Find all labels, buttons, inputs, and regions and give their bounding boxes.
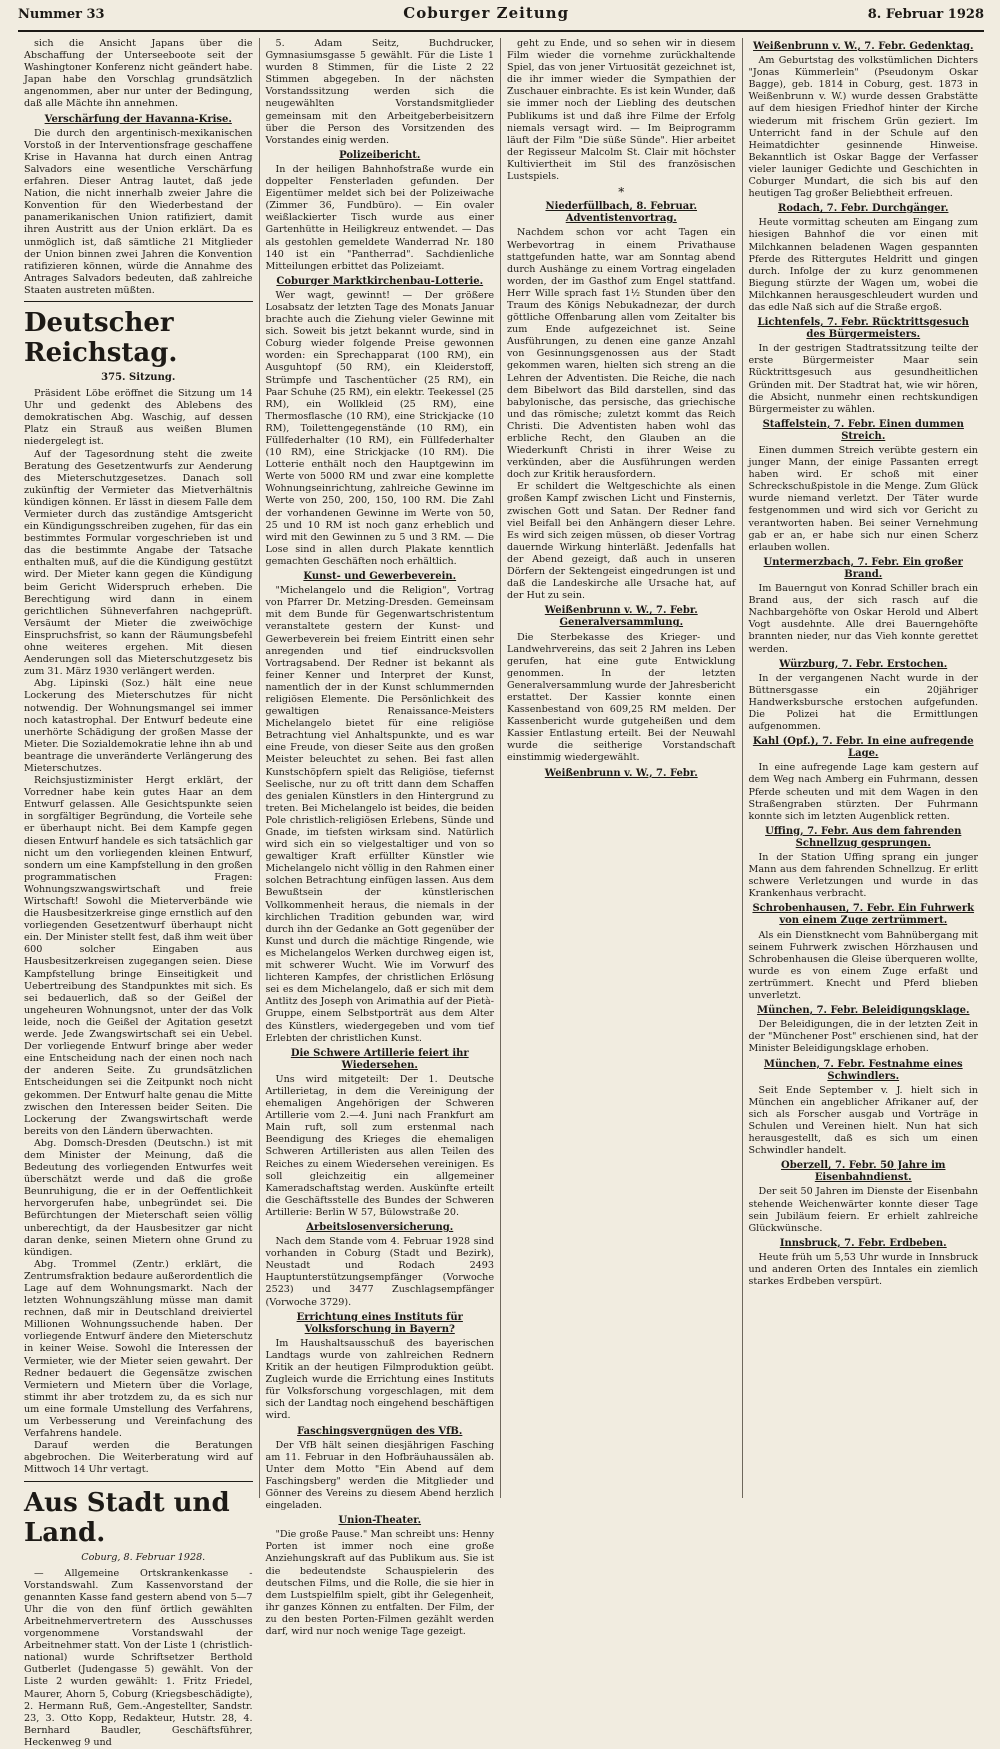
article-paragraph: Abg. Trommel (Zentr.) erklärt, die Zentrumsfraktion bedaure außerordentlich die Lage auf dem Wohnungsmarkt. Nach der letzten Wohnungszählung müsse man damit rechnen, daß mir in Deutschland dreiviertel Millionen Wohnungssuchende haben. Der vorliegende Entwurf ändere den Mieterschutz in keiner Weise. Sowohl die Interessen der Vermieter, wie der Mieter seien gewahrt. Der Redner bedauert die Gegensätze zwischen Vermietern und Mietern über die Vorlage, stimmt ihr aber trotzdem zu, da es sich nur um eine formale Umstellung des Verfahrens, um Verbesserung und Vereinfachung des Verfahrens handele. <box>24 1258 253 1440</box>
headline-weissenbrunn: Weißenbrunn v. W., 7. Febr. <box>544 767 698 779</box>
article-paragraph: Am Geburtstag des volkstümlichen Dichters "Jonas Kümmerlein" (Pseudonym Oskar Bagge), geb. 1814 in Coburg, gest. 1873 in Weißenbrunn v. W.) wurde dessen Grabstätte auf dem hiesigen Friedhof hinter der Kirche wiederum mit frischem Grün geziert. Im Unterricht fand in der Schule auf den Heimatdichter gesinnende Hinweise. Bekanntlich ist Oskar Bagge der Verfasser vieler launiger Gedichte und Geschichten in Coburger Mundart, die sich bis auf den heutigen Tag großer Beliebtheit erfreuen. <box>748 55 978 200</box>
article-paragraph: "Michelangelo und die Religion", Vortrag von Pfarrer Dr. Metzing-Dresden. Gemeinsam mit dem Bunde für Gegenwartschristentum veranstaltete gestern der Kunst- und Gewerbeverein bei freiem Eintritt einen sehr anregenden und tief eindrucksvollen Vortragsabend. Der Redner ist bekannt als feiner Kenner und Interpret der Kunst, namentlich der in der Kunst schlummernden religiösen Elemente. Die Persönlichkeit des gewaltigen Renaissance-Meisters Michelangelo bietet für eine religiöse Betrachtung viel Anhaltspunkte, und es war eine Freude, von dieser Seite aus den großen Meister beleuchtet zu sehen. Bei fast allen Kunstschöpfern spielt das Religiöse, tiefernst Seelische, nur zu oft tritt dann dem Schaffen des genialen Künstlers in den Hintergrund zu treten. Bei Michelangelo ist beides, die beiden Pole christlich-religiösen Erlebens, Sünde und Gnade, im tiefsten wirksam sind. Natürlich wird sich ein so vielgestaltiger und von so gewaltiger Kraft erfüllter Künstler wie Michelangelo nicht völlig in den Rahmen einer solchen Betrachtung einfügen lassen. Aus dem Bewußtsein der künstlerischen Vollkommenheit heraus, die niemals in der kirchlichen Tradition gebunden war, wird durch ihn der Gedanke an Gott gegenüber der Kunst und durch die mächtige Ringende, wie es Michelangelos Werken durchweg eigen ist, mit schwerer Wucht. Wie im Vorwurf des lichteren Kampfes, der christlichen Erlösung sei es dem Michelangelo, daß er sich mit dem Antlitz des Joseph von Arimathia auf der Pietà-Gruppe, einem Selbstporträt aus dem Alter des Künstlers, wiedergegeben und vom tief Erlebten der christlichen Kunst. <box>265 585 494 1044</box>
article-paragraph: "Die große Pause." Man schreibt uns: Henny Porten ist immer noch eine große Anziehungskraft auf das Publikum aus. Sie ist die bedeutendste Schauspielerin des deutschen Films, und die Rolle, die sie hier in dem Lustspielfilm spielt, gibt ihr Gelegenheit, ihr ganzes Können zu entfalten. Der Film, der zu den besten Porten-Filmen gezählt werden darf, wird nur noch wenige Tage gezeigt. <box>265 1529 494 1637</box>
headline-fasching: Faschingsvergnügen des VfB. <box>297 1425 463 1437</box>
column-1 <box>18 38 260 1748</box>
headline-artillerie: Die Schwere Artillerie feiert ihr Wiedersehen. <box>290 1047 469 1071</box>
article-paragraph: In der vergangenen Nacht wurde in der Büttnersgasse ein 20jähriger Handwerksbursche erstochen aufgefunden. Die Polizei hat die Ermittlungen aufgenommen. <box>748 672 978 733</box>
headline-untermerzbach: Untermerzbach, 7. Febr. Ein großer Brand. <box>763 556 963 580</box>
article-paragraph: Abg. Domsch-Dresden (Deutschn.) ist mit dem Minister der Meinung, daß die Bedeutung des vorliegenden Entwurfes weit überschätzt werde und daß die große Beunruhigung, die er in der Oeffentlichkeit hervorgerufen habe, unbegründet sei. Die Befürchtungen der Mieterschaft seien völlig unberechtigt, da der Hausbesitzer gar nicht daran denke, seinen Mietern ohne Grund zu kündigen. <box>24 1137 253 1258</box>
article-columns <box>18 38 984 1748</box>
headline-uffing: Uffing, 7. Febr. Aus dem fahrenden Schnellzug gesprungen. <box>765 825 962 849</box>
article-paragraph: Heute früh um 5,53 Uhr wurde in Innsbruck und anderen Orten des Inntales ein ziemlich starkes Erdbeben verspürt. <box>748 1251 978 1288</box>
article-paragraph: Wer wagt, gewinnt! — Der größere Losabsatz der letzten Tage des Monats Januar brachte auch die Ziehung vieler Gewinne mit sich. Soweit bis jetzt bekannt wurde, sind in Coburg wieder folgende Preise gewonnen worden: ein Sprechapparat (100 RM), ein Ausguhtopf (50 RM), ein Kleiderstoff, Strümpfe und Taschentücher (25 RM), ein Paar Schuhe (25 RM), ein elektr. Teekessel (25 RM), ein Wollkleid (25 RM), eine Thermosflasche (10 RM), eine Strickjacke (10 RM), Toilettengegenstände (10 RM), ein Füllfederhalter (10 RM), ein Füllfederhalter (10 RM), eine Strickjacke (10 RM). Die Lotterie enthält noch den Hauptgewinn im Werte von 5000 RM und zwar eine komplette Wohnungseinrichtung, zahlreiche Gewinne im Werte von 250, 200, 150, 100 RM. Die Zahl der vorhandenen Gewinne im Werte von 50, 25 und 10 RM ist noch ganz erheblich und wird mit den Gewinnen zu 5 und 3 RM. — Die Lose sind in allen durch Plakate kenntlich gemachten Geschäften noch erhältlich. <box>265 289 494 567</box>
article-paragraph: Die Sterbekasse des Krieger- und Landwehrvereins, das seit 2 Jahren ins Leben gerufen, hat eine gute Entwicklung genommen. In der letzten Generalversammlung wurde der Jahresbericht erstattet. Der Kassier konnte einen Kassenbestand von 609,25 RM melden. Der Kassenbericht wurde gutgeheißen und dem Kassier Entlastung erteilt. Bei der Neuwahl wurde die seitherige Vorstandschaft einstimmig wiedergewählt. <box>507 631 736 764</box>
column-2 <box>260 38 502 1637</box>
headline-polizeibericht: Polizeibericht. <box>339 149 421 161</box>
headline-generalversammlung: Weißenbrunn v. W., 7. Febr. Generalversammlung. <box>544 605 698 629</box>
issue-number: Nummer 33 <box>18 7 105 22</box>
headline-havanna: Verschärfung der Havanna-Krise. <box>44 113 232 125</box>
headline-wuerzburg: Würzburg, 7. Febr. Erstochen. <box>779 658 948 670</box>
article-paragraph: Abg. Lipinski (Soz.) hält eine neue Lockerung des Mieterschutzes für nicht notwendig. Der Wohnungsmangel sei immer noch katastrophal. Der Entwurf bedeute eine unerhörte Schädigung der großen Masse der Mieter. Die Sozialdemokratie lehne ihn ab und beantrage die unveränderte Verlängerung des Mieterschutzes. <box>24 678 253 774</box>
article-paragraph: Er schildert die Weltgeschichte als einen großen Kampf zwischen Licht und Finsternis, zwischen Gott und Satan. Der Redner fand viel Beifall bei den Anhängern dieser Lehre. Es wird sich zeigen müssen, ob dieser Vortrag dauernde Wirkung hinterläßt. Jedenfalls hat der Abend gezeigt, daß auch in unseren Dörfern der Sektengeist eingedrungen ist und daß die Landeskirche alle Ursache hat, auf der Hut zu sein. <box>507 481 736 602</box>
headline-institut: Errichtung eines Instituts für Volksforschung in Bayern? <box>296 1311 463 1335</box>
article-paragraph: Als ein Dienstknecht vom Bahnübergang mit seinem Fuhrwerk zwischen Hörzhausen und Schrobenhausen die Gleise überqueren wollte, wurde es von einem Zuge erfaßt und zertrümmert. Knecht und Pferd blieben unverletzt. <box>748 929 978 1002</box>
article-paragraph: geht zu Ende, und so sehen wir in diesem Film wieder die vornehme zurückhaltende Spiel, das von jener Virtuosität gezeichnet ist, die ihr immer wieder die Sympathien der Zuschauer einbrachte. Es ist kein Wunder, daß sie immer noch der Liebling des deutschen Publikums ist und daß ihre Filme der Erfolg niemals versagt wird. — Im Beiprogramm läuft der Film "Die süße Sünde". Hier arbeitet der Regisseur Malcolm St. Clair mit höchster Kultiviertheit im Stil des französischen Lustspiels. <box>507 38 736 183</box>
article-paragraph: Der Beleidigungen, die in der letzten Zeit in der "Münchener Post" erschienen sind, hat der Minister Beleidigungsklage erhoben. <box>748 1019 978 1055</box>
headline-kunstverein: Kunst- und Gewerbeverein. <box>303 571 457 583</box>
headline-union-theater: Union-Theater. <box>338 1515 422 1527</box>
article-paragraph: In der Station Uffing sprang ein junger Mann aus dem fahrenden Schnellzug. Er erlitt schwere Verletzungen und wurde in das Krankenhaus verbracht. <box>748 852 978 900</box>
section-rule <box>24 1481 253 1482</box>
article-paragraph: Reichsjustizminister Hergt erklärt, der Vorredner habe kein gutes Haar an dem Entwurf gelassen. Alle Gesichtspunkte seien in sorgfältiger Begründung, die Vorteile sehe er überhaupt nicht. Bei dem Kampfe gegen diesen Entwurf handele es sich tatsächlich gar nicht um den vorliegenden kleinen Entwurf, sondern um eine Kampfstellung in den großen programmatischen Fragen: Wohnungszwangswirtschaft und freie Wirtschaft! Sowohl die Mieterverbände wie die Hausbesitzerkreise ginge ernstlich auf den vorliegenden Gesetzentwurf überhaupt nicht ein. Der Minister stellt fest, daß ihm weit über 600 solcher Eingaben aus Hausbesitzerkreisen zugegangen seien. Diese Kampfstellung bringe Einseitigkeit und Uebertreibung des Standpunktes mit sich. Es sei bedauerlich, daß so der Geißel der ungeheuren Wohnungsnot, unter der das Volk leide, noch die Geißel der Agitation gesetzt werde. Jede Zwangswirtschaft sei ein Uebel. Der vorliegende Entwurf bringe aber weder eine Entscheidung nach der einen noch nach der anderen Seite. Zu grundsätzlichen Entscheidungen sei die Zeitpunkt noch nicht gekommen. Der Entwurf halte genau die Mitte zwischen den Interessen beider Seiten. Die Lockerung der Zwangswirtschaft werde bereits von den Ländern überwachten. <box>24 775 253 1137</box>
article-paragraph: Nachdem schon vor acht Tagen ein Werbevortrag in einem Privathause stattgefunden hatte, war am Sonntag abend durch Aushänge zu einem Vortrag eingeladen worden, der im Gasthof zum Engel stattfand. Herr Wille sprach fast 1½ Stunden über den Traum des Königs Nebukadnezar, der durch göttliche Offenbarung allen vom Zeitalter bis zum Ende aufgezeichnet ist. Seine Ausführungen, zu denen eine ganze Anzahl von Gesinnungsgenossen aus der Stadt gekommen waren, hielten sich streng an die Lehren der Adventisten. Die Reiche, die nach dem Bibelwort das Bild darstellen, sind das babylonische, das persische, das griechische und das römische; zuletzt kommt das Reich Christi. Die Adventisten haben wohl das erbliche Recht, den Glauben an die Wiederkunft Christi in ihrer Weise zu verkünden, aber die Ausführungen werden doch zur Kritik herausfordern. <box>507 227 736 481</box>
article-paragraph: In der heiligen Bahnhofstraße wurde ein doppelter Fensterladen gefunden. Der Eigentümer meldet sich bei der Polizeiwache (Zimmer 36, Fundbüro). — Ein ovaler weißlackierter Tisch wurde aus einer Gartenhütte in Heiligkreuz entwendet. — Das als gestohlen gemeldete Wanderrad Nr. 180 140 ist ein "Pantherrad". Sachdienliche Mitteilungen erbittet das Polizeiamt. <box>265 163 494 272</box>
headline-niederfuellbach: Niederfüllbach, 8. Februar. Adventistenvortrag. <box>545 201 698 225</box>
article-paragraph: Auf der Tagesordnung steht die zweite Beratung des Gesetzentwurfs zur Aenderung des Mieterschutzgesetzes. Danach soll zukünftig der Vermieter das Mietverhältnis kündigen können. Er lässt in diesem Falle dem Vermieter durch das zuständige Amtsgericht ein Kündigungsschreiben zugehen, für das ein bestimmtes Formular vorgeschrieben ist und das die bestimmte Angabe der Tatsache enthalten muß, auf die die Kündigung gestützt wird. Der Mieter kann gegen die Kündigung beim Gericht Widerspruch erheben. Die Berechtigung wird dann in einem gerichtlichen Sühneverfahren nachgeprüft. Versäumt der Mieter die zweiwöchige Einspruchsfrist, so kann der Räumungsbefehl ohne weiteres ergehen. Mit diesen Aenderungen soll das Mieterschutzgesetz bis zum 31. März 1930 verlängert werden. <box>24 448 253 678</box>
article-paragraph: Darauf werden die Beratungen abgebrochen. Die Weiterberatung wird auf Mittwoch 14 Uhr vertagt. <box>24 1440 253 1476</box>
headline-lichtenfels: Lichtenfels, 7. Febr. Rücktrittsgesuch des Bürgermeisters. <box>757 317 969 341</box>
column-4 <box>743 38 985 1498</box>
article-paragraph: Seit Ende September v. J. hielt sich in München ein angeblicher Afrikaner auf, der sich als Forscher ausgab und Vorträge in Schulen und Vereinen hielt. Nun hat sich herausgestellt, daß es sich um einen Schwindler handelt. <box>748 1084 978 1157</box>
headline-stadt-land: Aus Stadt und Land. <box>24 1487 230 1548</box>
article-paragraph: Einen dummen Streich verübte gestern ein junger Mann, der einige Passanten erregt haben wird. Er schoß mit einer Schreckschußpistole in die Menge. Zum Glück wurde niemand verletzt. Der Täter wurde festgenommen und wird sich vor Gericht zu verantworten haben. Bei seiner Vernehmung gab er an, er habe sich nur einen Scherz erlauben wollen. <box>748 445 978 553</box>
article-paragraph: Im Haushaltsausschuß des bayerischen Landtags wurde von zahlreichen Rednern Kritik an der heutigen Filmproduktion geübt. Zugleich wurde die Errichtung eines Instituts für Volksforschung vorgeschlagen, mit dem sich der Landtag noch eingehend beschäftigen wird. <box>265 1337 494 1422</box>
article-paragraph: In eine aufregende Lage kam gestern auf dem Weg nach Amberg ein Fuhrmann, dessen Pferde scheuten und mit dem Wagen in den Straßengraben stürzten. Der Fuhrmann konnte sich im letzten Augenblick retten. <box>748 762 978 822</box>
headline-oberzell: Oberzell, 7. Febr. 50 Jahre im Eisenbahndienst. <box>781 1160 946 1184</box>
article-paragraph: Präsident Löbe eröffnet die Sitzung um 14 Uhr und gedenkt des Ablebens des demokratischen Abg. Waschig, auf dessen Platz ein Strauß aus weißen Blumen niedergelegt ist. <box>24 388 253 448</box>
section-rule <box>24 301 253 302</box>
headline-reichstag: Deutscher Reichstag. <box>24 307 178 368</box>
article-paragraph: 5. Adam Seitz, Buchdrucker, Gymnasiumsgasse 5 gewählt. Für die Liste 1 wurden 8 Stimmen, für die Liste 2 22 Stimmen abgegeben. In der nächsten Vorstandssitzung werden sich die neugewählten Vorstandsmitglieder gemeinsam mit den Arbeitgeberbeisitzern über die Person des Vorsitzenden des Vorstandes einig werden. <box>265 38 494 146</box>
article-paragraph: In der gestrigen Stadtratssitzung teilte der erste Bürgermeister Maar sein Rücktrittsgesuch aus gesundheitlichen Gründen mit. Der Stadtrat hat, wie wir hören, die Absicht, nunmehr einen rechtskundigen Bürgermeister zu wählen. <box>748 343 978 415</box>
article-paragraph: Die durch den argentinisch-mexikanischen Vorstoß in der Interventionsfrage geschaffene Krise in Havanna hat durch einen Antrag Salvadors eine wesentliche Verschärfung erfahren. Dieser Antrag lautet, daß jede Nation, die nicht innerhalb zweier Jahre die Konvention für den Wiederbestand der panamerikanischen Union ratifiziert, damit ihren Austritt aus der Union erklärt. Da es unmöglich ist, daß sämtliche 21 Mitglieder der Union binnen zwei Jahren die Konvention ratifizieren können, würde die Annahme des Antrages Salvadors bedeuten, daß zahlreiche Staaten austreten müßten. <box>24 127 253 296</box>
article-paragraph: sich die Ansicht Japans über die Abschaffung der Unterseeboote seit der Washingtoner Konferenz nicht geändert habe. Japan habe den Vorschlag grundsätzlich angenommen, aber nur unter der Bedingung, daß alle Mächte ihn annehmen. <box>24 38 253 110</box>
page-header <box>18 4 984 32</box>
headline-schrobenhausen: Schrobenhausen, 7. Febr. Ein Fuhrwerk von einem Zuge zertrümmert. <box>752 903 975 927</box>
star-divider: * <box>618 185 625 200</box>
article-paragraph: Heute vormittag scheuten am Eingang zum hiesigen Bahnhof die vor einen mit Milchkannen beladenen Wagen gespannten Pferde des Rittergutes Heldritt und gingen durch. Infolge der zu kurz genommenen Biegung stürzte der Wagen um, wobei die Milchkannen herausgeschleudert wurden und das edle Naß sich auf die Straße ergoß. <box>748 217 978 313</box>
article-paragraph: Der seit 50 Jahren im Dienste der Eisenbahn stehende Weichenwärter konnte dieser Tage sein Jubiläum feiern. Er erhielt zahlreiche Glückwünsche. <box>748 1186 978 1234</box>
column-3 <box>501 38 743 1498</box>
issue-date: 8. Februar 1928 <box>867 7 984 22</box>
article-paragraph: Der VfB hält seinen diesjährigen Fasching am 11. Februar in den Hofbräuhaussälen ab. Unter dem Motto "Ein Abend auf dem Faschingsberg" werden die Mitglieder und Gönner des Vereins zu diesem Abend herzlich eingeladen. <box>265 1439 494 1512</box>
article-paragraph: — Allgemeine Ortskrankenkasse - Vorstandswahl. Zum Kassenvorstand der genannten Kasse fand gestern abend von 5—7 Uhr die von den fünf örtlich gewählten Arbeitnehmervertretern des Ausschusses vorgenommene Vorstandswahl der Arbeitnehmer statt. Von der Liste 1 (christlich-national) wurde Schriftsetzer Berthold Gutberlet (Judengasse 5) gewählt. Von der Liste 2 wurden gewählt: 1. Fritz Friedel, Maurer, Ahorn 5, Coburg (Kriegsbeschädigte), 2. Hermann Ruß, Gem.-Angestellter, Sandstr. 23, 3. Otto Kopp, Redakteur, Hutstr. 28, 4. Bernhard Baudler, Geschäftsführer, Heckenweg 9 und <box>24 1567 253 1748</box>
subheadline-sitzung: 375. Sitzung. <box>101 371 176 383</box>
masthead-title: Coburger Zeitung <box>403 4 570 22</box>
headline-muenchen-festnahme: München, 7. Febr. Festnahme eines Schwindlers. <box>763 1058 963 1082</box>
headline-muenchen-klage: München, 7. Febr. Beleidigungsklage. <box>757 1005 970 1017</box>
headline-innsbruck: Innsbruck, 7. Febr. Erdbeben. <box>779 1237 947 1249</box>
headline-kahl: Kahl (Opf.), 7. Febr. In eine aufregende Lage. <box>752 736 974 760</box>
article-paragraph: Nach dem Stande vom 4. Februar 1928 sind vorhanden in Coburg (Stadt und Bezirk), Neustadt und Rodach 2493 Hauptunterstützungsempfänger (Vorwoche 2523) und 3477 Zuschlagsempfänger (Vorwoche 3729). <box>265 1236 494 1308</box>
article-paragraph: Im Bauerngut von Konrad Schiller brach ein Brand aus, der sich rasch auf die Nachbargehöfte von Oskar Herold und Albert Vogt ausdehnte. Alle drei Bauerngehöfte brannten nieder, nur das Vieh konnte gerettet werden. <box>748 583 978 655</box>
headline-gedenktag: Weißenbrunn v. W., 7. Febr. Gedenktag. <box>753 41 974 52</box>
headline-staffelstein: Staffelstein, 7. Febr. Einen dummen Streich. <box>762 418 964 442</box>
headline-rodach: Rodach, 7. Febr. Durchgänger. <box>778 203 949 215</box>
headline-lotterie: Coburger Marktkirchenbau-Lotterie. <box>276 275 484 287</box>
headline-arbeitslosen: Arbeitslosenversicherung. <box>306 1222 454 1233</box>
dateline: Coburg, 8. Februar 1928. <box>81 1551 206 1563</box>
article-paragraph: Uns wird mitgeteilt: Der 1. Deutsche Artillerietag, in dem die Vereinigung der ehemaligen Angehörigen der Schweren Artillerie vom 2.—4. Juni nach Frankfurt am Main ruft, soll zum erstenmal nach Beendigung des Krieges die ehemaligen Schweren Artilleristen aus allen Teilen des Reiches zu einem Wiedersehen vereinigen. Es soll gleichzeitig ein allgemeiner Kameradschaftstag werden. Auskünfte erteilt die Geschäftsstelle des Bundes der Schweren Artillerie: Berlin W 57, Bülowstraße 20. <box>265 1073 494 1218</box>
